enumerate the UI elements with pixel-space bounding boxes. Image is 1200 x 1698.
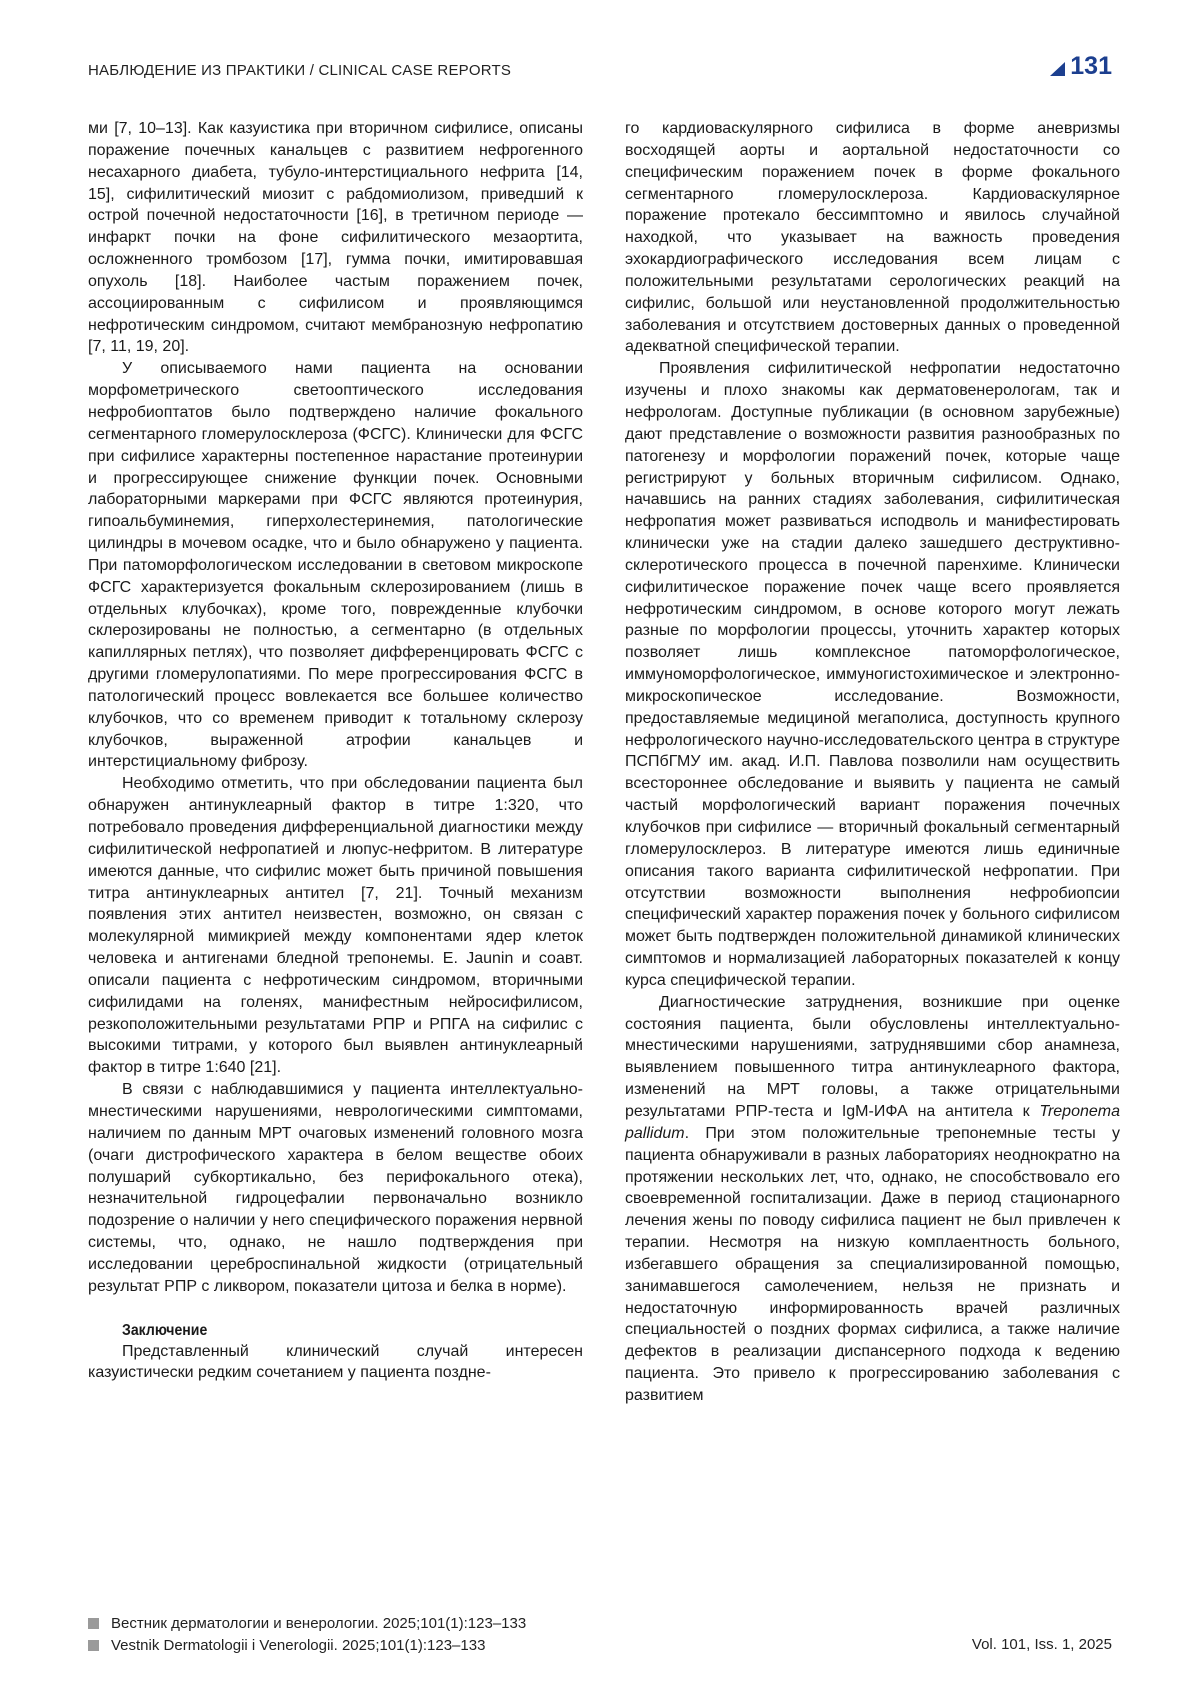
left-column — [88, 118, 583, 1384]
page-number-text: 131 — [1070, 52, 1112, 80]
square-bullet-icon — [88, 1640, 99, 1651]
species-name: Treponema pallidum — [625, 1102, 1120, 1142]
running-header — [88, 52, 1112, 88]
paragraph-text: . При этом положительные трепонемные тесты у пациента обнаруживали в разных лабораториях неоднократно на протяжении нескольких лет, что, однако, не способствовало его своевременной госпитализации. Даже в период стационарного лечения жены по поводу сифилиса пациент не был привлечен к терапии. Несмотря на низкую комплаентность больного, избегавшего обращения за специализированной помощью, занимавшегося самолечением, нельзя не признать и недостаточную информированность врачей различных специальностей о поздних формах сифилиса, а также наличие дефектов в реализации диспансерного подхода к ведению пациента. Это привело к прогрессированию заболевания с развитием — [625, 1124, 1120, 1404]
citation-en-text: Vestnik Dermatologii i Venerologii. 2025;101(1):123–133 — [111, 1636, 486, 1654]
page-footer — [88, 1612, 1112, 1656]
paragraph: У описываемого нами пациента на основании морфометрического светооптического исследования нефробиоптатов было подтверждено наличие фокального сегментарного гломерулосклероза (ФСГС). Клинически для ФСГС при сифилисе характерны постепенное нарастание протеинурии и прогрессирующее снижение функции почек. Основными лабораторными маркерами при ФСГС являются протеинурия, гипоальбуминемия, гиперхолестеринемия, патологические цилиндры в мочевом осадке, что и было обнаружено у пациента. При патоморфологическом исследовании в световом микроскопе ФСГС характеризуется фокальным склерозированием (лишь в отдельных клубочках), кроме того, поврежденные клубочки склерозированы не полностью, а сегментарно (в отдельных капиллярных петлях), что позволяет дифференцировать ФСГС с другими гломерулопатиями. По мере прогрессирования ФСГС в патологический процесс вовлекается все большее количество клубочков, что со временем приводит к тотальному склерозу клубочков, выраженной атрофии канальцев и интерстициальному фиброзу. — [88, 360, 583, 771]
paragraph-text: Диагностические затруднения, возникшие при оценке состояния пациента, были обусловлены интеллектуально-мнестическими нарушениями, затруднявшими сбор анамнеза, выявлением повышенного титра антинуклеарного фактора, изменений на МРТ головы, а также отрицательными результатами РПР-теста и IgM-ИФА на антитела к — [625, 993, 1120, 1120]
section-heading-conclusion: Заключение — [122, 1321, 208, 1339]
paragraph: ми [7, 10–13]. Как казуистика при вторичном сифилисе, описаны поражение почечных канальцев с развитием нефрогенного несахарного диабета, тубуло-интерстициального нефрита [14, 15], сифилитический миозит с рабдомиолизом, приведший к острой почечной недостаточности [16], в третичном периоде — инфаркт почки на фоне сифилитического мезаортита, осложненного тромбозом [17], гумма почки, имитировавшая опухоль [18]. Наиболее частым поражением почек, ассоциированным с сифилисом и проявляющимся нефротическим синдромом, считают мембранозную нефропатию [7, 11, 19, 20]. — [88, 120, 583, 356]
paragraph: го кардиоваскулярного сифилиса в форме аневризмы восходящей аорты и аортальной недостаточности со специфическим поражением почек в форме фокального сегментарного гломерулосклероза. Кардиоваскулярное поражение протекало бессимптомно и явилось случайной находкой, что указывает на важность проведения эхокардиографического исследования всем лицам с положительными результатами серологических реакций на сифилис, большой или неустановленной продолжительностью заболевания и отсутствием достоверных данных о проведенной адекватной специфической терапии. — [625, 120, 1120, 356]
paragraph: Необходимо отметить, что при обследовании пациента был обнаружен антинуклеарный фактор в титре 1:320, что потребовало проведения дифференциальной диагностики между сифилитической нефропатией и люпус-нефритом. В литературе имеются данные, что сифилис может быть причиной повышения титра антинуклеарных антител [7, 21]. Точный механизм появления этих антител неизвестен, возможно, он связан с молекулярной мимикрией между компонентами ядер клеток человека и антигенами бледной трепонемы. E. Jaunin и соавт. описали пациента с нефротическим синдромом, вторичными сифилидами на голенях, манифестным нейросифилисом, резкоположительными результатами РПР и РПГА на сифилис с высокими титрами, у которого был выявлен антинуклеарный фактор в титре 1:640 [21]. — [88, 775, 583, 1077]
square-bullet-icon — [88, 1618, 99, 1629]
paragraph — [625, 992, 1120, 1407]
paragraph: Представленный клинический случай интересен казуистически редким сочетанием у пациента поздне- — [88, 1342, 583, 1382]
citation-ru-text: Вестник дерматологии и венерологии. 2025;101(1):123–133 — [111, 1614, 527, 1632]
right-column — [625, 118, 1120, 1407]
section-label: НАБЛЮДЕНИЕ ИЗ ПРАКТИКИ / CLINICAL CASE REPORTS — [88, 62, 512, 79]
citation-ru — [88, 1612, 1112, 1634]
citation-en — [88, 1634, 1112, 1656]
volume-info: Vol. 101, Iss. 1, 2025 — [971, 1636, 1112, 1653]
triangle-marker-icon — [1050, 62, 1065, 76]
page-number — [1050, 52, 1112, 81]
paragraph: Проявления сифилитической нефропатии недостаточно изучены и плохо знакомы как дерматовенерологам, так и нефрологам. Доступные публикации (в основном зарубежные) дают представление о возможности развития разнообразных по патогенезу и морфологии поражений почек, которые чаще регистрируют у больных вторичным сифилисом. Однако, начавшись на ранних стадиях заболевания, сифилитическая нефропатия может развиваться исподволь и манифестировать клинически уже на стадии далеко зашедшего деструктивно-склеротического процесса в почечной паренхиме. Клинически сифилитическое поражение почек чаще всего проявляется нефротическим синдромом, в основе которого могут лежать разные по морфологии процессы, уточнить характер которых позволяет лишь комплексное патоморфологическое, иммуноморфологическое, иммуногистохимическое и электронно-микроскопическое исследование. Возможности, предоставляемые медициной мегаполиса, доступность крупного нефрологического научно-исследовательского центра в структуре ПСПбГМУ им. акад. И.П. Павлова позволили нам осуществить всестороннее обследование и выявить у пациента не самый частый морфологический вариант поражения почечных клубочков при сифилисе — вторичный фокальный сегментарный гломерулосклероз. В литературе имеются лишь единичные описания такого варианта сифилитической нефропатии. При отсутствии возможности выполнения нефробиопсии специфический характер поражения почек у больного сифилисом может быть подтвержден положительной динамикой клинических симптомов и нормализацией лабораторных показателей к концу курса специфической терапии. — [625, 360, 1120, 989]
paragraph: В связи с наблюдавшимися у пациента интеллектуально-мнестическими нарушениями, неврологическими симптомами, наличием по данным МРТ очаговых изменений головного мозга (очаги дистрофического характера в белом веществе обоих полушарий субкортикально, без перифокального отека), незначительной гидроцефалии первоначально возникло подозрение о наличии у него специфического поражения нервной системы, что, однако, не нашло подтверждения при исследовании цереброспинальной жидкости (отрицательный результат РПР с ликвором, показатели цитоза и белка в норме). — [88, 1081, 583, 1295]
